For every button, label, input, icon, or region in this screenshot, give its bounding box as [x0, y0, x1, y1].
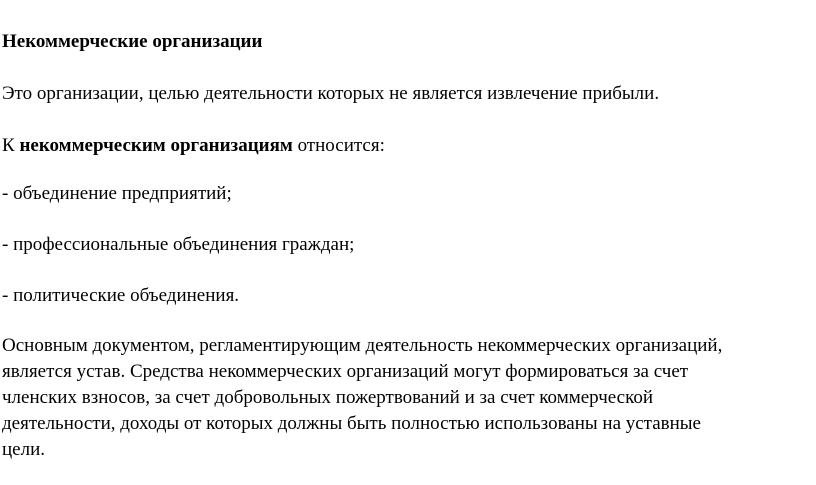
paragraph-line: цели. — [2, 439, 46, 460]
paragraph-line: деятельности, доходы от которых должны быть полностью использованы на уставные — [2, 413, 701, 434]
paragraph-line: членских взносов, за счет добровольных пожертвований и за счет коммерческой — [2, 387, 654, 408]
list-intro-suffix: относится: — [292, 135, 385, 156]
paragraph-line: является устав. Средства некоммерческих организаций могут формироваться за счет — [2, 361, 689, 382]
list-intro-emphasis: некоммерческим организациям — [19, 135, 293, 156]
definition-text: Это организации, целью деятельности которых не является извлечение прибыли. — [2, 83, 660, 104]
document-heading: Некоммерческие организации — [2, 31, 263, 52]
paragraph-line: Основным документом, регламентирующим деятельность некоммерческих организаций, — [2, 335, 723, 356]
list-item: - профессиональные объединения граждан; — [2, 234, 355, 255]
list-intro-prefix: К — [2, 135, 20, 156]
list-intro — [2, 134, 385, 158]
list-item: - политические объединения. — [2, 285, 240, 306]
list-item: - объединение предприятий; — [2, 183, 232, 204]
